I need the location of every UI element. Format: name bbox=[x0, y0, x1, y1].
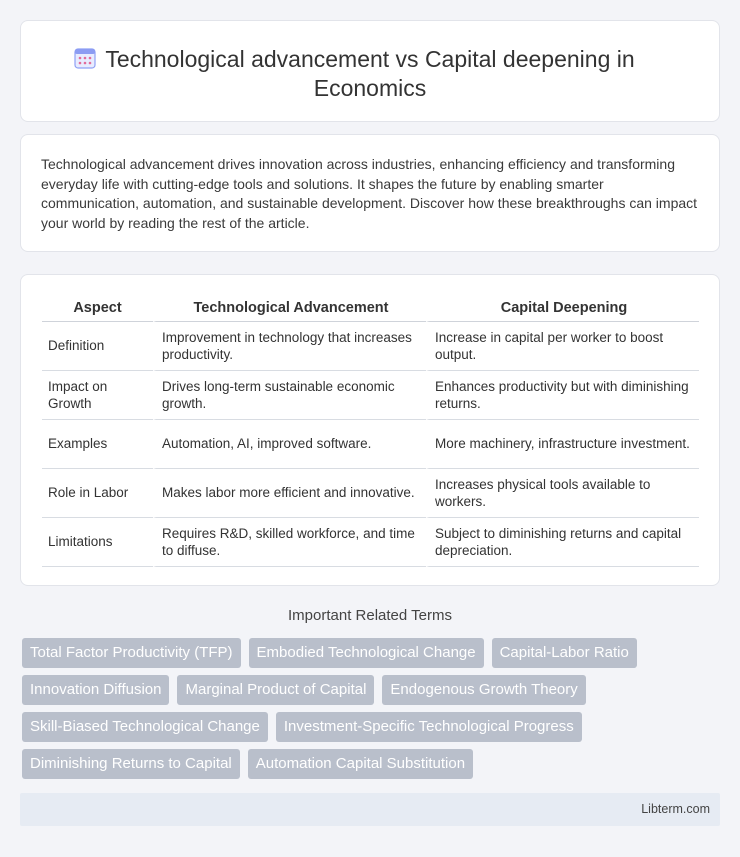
title-card bbox=[20, 20, 720, 122]
header-capital-deepening: Capital Deepening bbox=[426, 295, 699, 322]
header-aspect: Aspect bbox=[42, 295, 153, 322]
footer-site-link[interactable]: Libterm.com bbox=[641, 802, 710, 816]
page-title bbox=[21, 45, 719, 103]
tag-row bbox=[22, 675, 722, 705]
related-term-tag[interactable]: Capital-Labor Ratio bbox=[492, 638, 637, 668]
table-row bbox=[42, 469, 699, 518]
related-term-tag[interactable]: Diminishing Returns to Capital bbox=[22, 749, 240, 779]
page-title-line1: Technological advancement vs Capital deepening in bbox=[105, 46, 635, 72]
related-term-tag[interactable]: Marginal Product of Capital bbox=[177, 675, 374, 705]
intro-paragraph: Technological advancement drives innovation across industries, enhancing efficiency and transforming everyday life with cutting-edge tools and solutions. It shapes the future by enabling smarter communication, automation, and sustainable development. Discover how these breakthroughs can impact your world by reading the rest of the article. bbox=[41, 156, 698, 231]
header-technological-advancement: Technological Advancement bbox=[153, 295, 426, 322]
comparison-table-card bbox=[20, 274, 720, 586]
related-terms-list bbox=[22, 638, 722, 786]
row-aspect-cell: Examples bbox=[42, 420, 153, 469]
row-capital-cell: Enhances productivity but with diminishing returns. bbox=[426, 371, 699, 420]
table-row bbox=[42, 420, 699, 469]
related-term-tag[interactable]: Innovation Diffusion bbox=[22, 675, 169, 705]
related-terms-heading: Important Related Terms bbox=[288, 607, 452, 624]
row-capital-cell: Increases physical tools available to workers. bbox=[426, 469, 699, 518]
related-term-tag[interactable]: Total Factor Productivity (TFP) bbox=[22, 638, 241, 668]
page-title-line2: Economics bbox=[313, 75, 427, 101]
intro-card bbox=[20, 134, 720, 252]
comparison-table bbox=[42, 295, 699, 567]
row-aspect-cell: Impact on Growth bbox=[42, 371, 153, 420]
tag-row bbox=[22, 638, 722, 668]
related-term-tag[interactable]: Skill-Biased Technological Change bbox=[22, 712, 268, 742]
row-capital-cell: More machinery, infrastructure investment. bbox=[426, 420, 699, 469]
footer-bar bbox=[20, 793, 720, 826]
row-aspect-cell: Limitations bbox=[42, 518, 153, 567]
row-capital-cell: Subject to diminishing returns and capital depreciation. bbox=[426, 518, 699, 567]
related-term-tag[interactable]: Automation Capital Substitution bbox=[248, 749, 473, 779]
related-term-tag[interactable]: Endogenous Growth Theory bbox=[382, 675, 585, 705]
row-tech-cell: Requires R&D, skilled workforce, and time to diffuse. bbox=[153, 518, 426, 567]
row-tech-cell: Improvement in technology that increases productivity. bbox=[153, 322, 426, 371]
tag-row bbox=[22, 749, 722, 779]
table-row bbox=[42, 371, 699, 420]
related-term-tag[interactable]: Embodied Technological Change bbox=[249, 638, 484, 668]
related-term-tag[interactable]: Investment-Specific Technological Progress bbox=[276, 712, 582, 742]
tag-row bbox=[22, 712, 722, 742]
row-tech-cell: Drives long-term sustainable economic growth. bbox=[153, 371, 426, 420]
row-aspect-cell: Definition bbox=[42, 322, 153, 371]
table-row bbox=[42, 518, 699, 567]
row-tech-cell: Automation, AI, improved software. bbox=[153, 420, 426, 469]
row-capital-cell: Increase in capital per worker to boost output. bbox=[426, 322, 699, 371]
row-tech-cell: Makes labor more efficient and innovative. bbox=[153, 469, 426, 518]
table-row bbox=[42, 322, 699, 371]
table-header-row bbox=[42, 295, 699, 322]
row-aspect-cell: Role in Labor bbox=[42, 469, 153, 518]
